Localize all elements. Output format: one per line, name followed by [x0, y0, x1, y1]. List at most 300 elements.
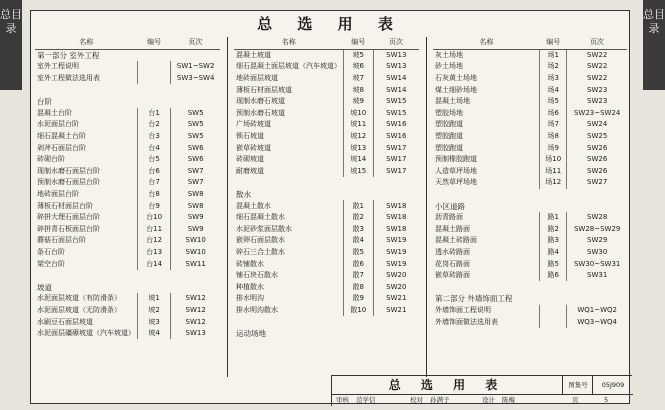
item-name: 地砖面层台阶: [37, 190, 79, 199]
item-name: 耐磨坡道: [236, 166, 264, 175]
table-row: [234, 108, 419, 120]
item-name: 沥青路面: [435, 213, 463, 222]
table-row: [234, 84, 419, 96]
item-name: 人造草坪场地: [435, 166, 477, 175]
header-page: 页次: [171, 37, 220, 49]
header-page: 页次: [567, 37, 627, 49]
item-code: 场9: [540, 142, 567, 154]
item-name: 嵌草砖坡道: [236, 143, 271, 152]
table-row: [35, 235, 220, 247]
header-name: 名称: [35, 37, 138, 49]
table-row: [35, 177, 220, 189]
table-row: [433, 316, 627, 328]
item-code: 散2: [344, 212, 374, 224]
item-name: 外墙饰面工程说明: [435, 305, 491, 314]
item-code: 坡11: [344, 119, 374, 131]
item-page: SW6: [171, 142, 220, 154]
item-page: SW17: [373, 166, 419, 178]
check-label: 校对: [410, 396, 423, 404]
item-code: 散7: [344, 270, 374, 282]
section-heading-row: [35, 49, 220, 61]
table-row: [234, 281, 419, 293]
item-name: 混凝土坡道: [236, 50, 271, 59]
item-name: 水泥面层礓礤坡道（汽车坡道）: [37, 329, 135, 338]
item-code: 台8: [138, 189, 171, 201]
table-row: [433, 142, 627, 154]
item-page: SW21: [373, 293, 419, 305]
section-heading: 坡道: [37, 282, 52, 292]
item-name: 种植散水: [236, 282, 264, 291]
table-row: [35, 61, 220, 73]
table-row: [35, 189, 220, 201]
item-page: SW8: [171, 200, 220, 212]
blank-row: [433, 281, 627, 293]
side-tab-left: [0, 0, 22, 90]
item-name: 条石台阶: [37, 247, 65, 256]
item-page: SW31: [567, 270, 627, 282]
item-code: 场2: [540, 61, 567, 73]
item-code: 路3: [540, 235, 567, 247]
item-code: 场8: [540, 131, 567, 143]
item-code: 坡2: [138, 305, 171, 317]
table-row: [234, 61, 419, 73]
item-code: 台14: [138, 258, 171, 270]
item-name: 室外工程说明: [37, 62, 79, 71]
item-code: 坡12: [344, 131, 374, 143]
item-page: SW13: [373, 61, 419, 73]
item-name: 砂土场地: [435, 62, 463, 71]
item-page: SW23: [567, 96, 627, 108]
table-row: [35, 258, 220, 270]
header-code: 编号: [138, 37, 171, 49]
item-page: SW22: [567, 49, 627, 61]
item-page: SW5: [171, 119, 220, 131]
item-name: 排水明沟散水: [236, 305, 278, 314]
table-row: [35, 154, 220, 166]
table-row: [433, 177, 627, 189]
table-row: [35, 142, 220, 154]
section-heading: 小区道路: [435, 201, 465, 211]
table-row: [234, 305, 419, 317]
table-row: [433, 247, 627, 259]
item-name: 室外工程做法选用表: [37, 74, 100, 83]
item-code: 路1: [540, 212, 567, 224]
table-row: [433, 84, 627, 96]
table-row: [234, 119, 419, 131]
blank-cell: [433, 189, 627, 201]
item-page: SW21: [373, 305, 419, 317]
item-code: 台1: [138, 108, 171, 120]
column-3: [433, 37, 627, 328]
section-heading: 散水: [236, 190, 251, 200]
table-row: [234, 166, 419, 178]
item-code: 坡13: [344, 142, 374, 154]
check-name: 孙满子: [430, 396, 450, 404]
item-code: 场12: [540, 177, 567, 189]
item-name: 混凝土台阶: [37, 108, 72, 117]
item-name: 嵌卵石面层散水: [236, 236, 285, 245]
table-row: [234, 73, 419, 85]
item-name: 架空台阶: [37, 259, 65, 268]
item-page: SW13: [171, 328, 220, 340]
item-name: 地砖面层坡道: [236, 74, 278, 83]
item-name: 水刷豆石面层坡道: [37, 317, 93, 326]
item-page: SW9: [171, 212, 220, 224]
item-code: 场3: [540, 73, 567, 85]
table-row: [234, 293, 419, 305]
item-page: SW28~SW29: [567, 224, 627, 236]
item-code: 坡10: [344, 108, 374, 120]
item-page: SW20: [373, 270, 419, 282]
item-name: 花岗石路面: [435, 259, 470, 268]
item-page: SW19: [373, 235, 419, 247]
item-page: SW1~SW2: [171, 61, 220, 73]
item-code: [138, 61, 171, 73]
table-row: [234, 224, 419, 236]
item-code: 台7: [138, 177, 171, 189]
table-row: [234, 235, 419, 247]
item-name: 砖砌台阶: [37, 155, 65, 164]
item-code: 散1: [344, 200, 374, 212]
atlas-number: 05J909: [592, 376, 633, 395]
item-page: SW23: [567, 84, 627, 96]
item-name: 混凝土散水: [236, 201, 271, 210]
item-name: 水泥面层台阶: [37, 120, 79, 129]
item-name: 预制橡胶跑道: [435, 155, 477, 164]
table-row: [433, 270, 627, 282]
section-heading-row: [433, 200, 627, 212]
table-row: [433, 131, 627, 143]
column-1: [35, 37, 220, 339]
item-name: 塑胶场地: [435, 108, 463, 117]
item-code: 场1: [540, 49, 567, 61]
item-code: 台6: [138, 166, 171, 178]
table-row: [234, 49, 419, 61]
item-page: SW25: [567, 131, 627, 143]
table-row: [433, 119, 627, 131]
section-heading: 第二部分 外墙饰面工程: [435, 294, 513, 304]
item-code: 台4: [138, 142, 171, 154]
table-row: [35, 316, 220, 328]
item-code: 台12: [138, 235, 171, 247]
column-divider: [227, 37, 228, 377]
item-name: 细石混凝土台阶: [37, 132, 86, 141]
item-page: SW16: [373, 131, 419, 143]
item-name: 塑胶跑道: [435, 120, 463, 129]
item-code: 坡15: [344, 166, 374, 178]
item-page: SW14: [373, 73, 419, 85]
item-name: 嵌草砖路面: [435, 271, 470, 280]
item-code: 散9: [344, 293, 374, 305]
item-page: SW15: [373, 96, 419, 108]
item-code: 路5: [540, 258, 567, 270]
item-code: 坡3: [138, 316, 171, 328]
table-row: [433, 212, 627, 224]
table-row: [234, 200, 419, 212]
table-row: [234, 154, 419, 166]
item-name: 混凝土砖路面: [435, 236, 477, 245]
atlas-number-label: 图集号: [562, 376, 593, 395]
review-name: 范学信: [356, 396, 376, 404]
design-label: 设计: [482, 396, 495, 404]
item-page: WQ3~WQ4: [567, 316, 627, 328]
drawing-sheet: [30, 10, 630, 404]
item-page: SW10: [171, 247, 220, 259]
item-name: 广场砖坡道: [236, 120, 271, 129]
item-code: 散5: [344, 247, 374, 259]
table-row: [234, 96, 419, 108]
item-page: SW8: [171, 189, 220, 201]
item-page: SW30: [567, 247, 627, 259]
item-name: 排水明沟: [236, 294, 264, 303]
item-code: 散4: [344, 235, 374, 247]
item-code: 场6: [540, 108, 567, 120]
table-row: [35, 247, 220, 259]
item-name: 铺石块石散水: [236, 271, 278, 280]
item-page: SW16: [373, 119, 419, 131]
table-row: [35, 212, 220, 224]
item-name: 细石混凝土面层坡道（汽车坡道）: [236, 62, 341, 71]
header-name: 名称: [234, 37, 344, 49]
item-name: 剁斧石面层台阶: [37, 143, 86, 152]
table-row: [234, 258, 419, 270]
item-page: SW26: [567, 154, 627, 166]
item-code: 台3: [138, 131, 171, 143]
section-heading-row: [433, 293, 627, 305]
blank-row: [234, 316, 419, 328]
item-code: [540, 316, 567, 328]
item-code: 散8: [344, 281, 374, 293]
section-heading: 第一部分 室外工程: [37, 50, 100, 60]
table-row: [35, 224, 220, 236]
design-name: 陈梅: [502, 396, 515, 404]
item-name: 锁石坡道: [236, 132, 264, 141]
item-name: 煤土细砂场地: [435, 85, 477, 94]
item-name: 预制水磨石面层台阶: [37, 178, 100, 187]
section-heading-row: [234, 328, 419, 340]
table-row: [433, 73, 627, 85]
blank-cell: [35, 84, 220, 96]
table-row: [35, 131, 220, 143]
blank-row: [234, 177, 419, 189]
item-name: 现制水磨石坡道: [236, 97, 285, 106]
item-name: 石灰黄土场地: [435, 74, 477, 83]
item-code: 坡7: [344, 73, 374, 85]
table-row: [433, 224, 627, 236]
table-row: [234, 212, 419, 224]
table-row: [35, 293, 220, 305]
table-row: [35, 119, 220, 131]
item-page: SW28: [567, 212, 627, 224]
item-code: [138, 73, 171, 85]
item-page: SW18: [373, 200, 419, 212]
item-page: SW12: [171, 316, 220, 328]
item-code: 散3: [344, 224, 374, 236]
title-block: [331, 375, 632, 406]
table-row: [433, 235, 627, 247]
item-code: 台5: [138, 154, 171, 166]
header-page: 页次: [373, 37, 419, 49]
item-name: 预制水磨石坡道: [236, 108, 285, 117]
item-code: 台9: [138, 200, 171, 212]
side-tab-text: 总目录: [0, 8, 22, 35]
item-code: 坡14: [344, 154, 374, 166]
item-page: SW19: [373, 247, 419, 259]
item-page: SW3~SW4: [171, 73, 220, 85]
signature-row: [332, 394, 632, 406]
table-row: [35, 73, 220, 85]
item-page: WQ1~WQ2: [567, 305, 627, 317]
table-row: [234, 131, 419, 143]
title-block-title: 总 选 用 表: [332, 376, 562, 395]
table-row: [35, 328, 220, 340]
item-page: SW24: [567, 119, 627, 131]
item-code: 散6: [344, 258, 374, 270]
item-name: 塑胶跑道: [435, 143, 463, 152]
header-name: 名称: [433, 37, 540, 49]
item-page: SW26: [567, 166, 627, 178]
table-row: [35, 108, 220, 120]
item-code: 场4: [540, 84, 567, 96]
item-page: SW5: [171, 131, 220, 143]
table-row: [234, 142, 419, 154]
item-page: SW10: [171, 235, 220, 247]
item-code: [540, 305, 567, 317]
item-code: 坡4: [138, 328, 171, 340]
item-name: 混凝土路面: [435, 224, 470, 233]
item-code: 散10: [344, 305, 374, 317]
item-name: 天然草坪场地: [435, 178, 477, 187]
table-row: [35, 200, 220, 212]
item-code: 场11: [540, 166, 567, 178]
item-page: SW5: [171, 108, 220, 120]
item-name: 水泥面层坡道（无防滑条）: [37, 305, 121, 314]
item-page: SW15: [373, 108, 419, 120]
item-page: SW27: [567, 177, 627, 189]
item-code: 坡9: [344, 96, 374, 108]
item-page: SW23~SW24: [567, 108, 627, 120]
item-code: 坡1: [138, 293, 171, 305]
item-page: SW18: [373, 212, 419, 224]
item-name: 灰土场地: [435, 50, 463, 59]
item-code: 场5: [540, 96, 567, 108]
blank-cell: [35, 270, 220, 282]
table-row: [433, 166, 627, 178]
item-page: SW29: [567, 235, 627, 247]
table-row: [433, 108, 627, 120]
side-tab-text: 总目录: [643, 8, 665, 35]
item-page: SW7: [171, 166, 220, 178]
header-code: 编号: [344, 37, 374, 49]
table-row: [35, 166, 220, 178]
blank-row: [35, 270, 220, 282]
table-row: [433, 305, 627, 317]
item-page: SW26: [567, 142, 627, 154]
table-row: [234, 270, 419, 282]
blank-cell: [433, 281, 627, 293]
item-page: SW14: [373, 84, 419, 96]
item-page: SW17: [373, 154, 419, 166]
item-page: SW20: [373, 281, 419, 293]
page-title: 总 选 用 表: [257, 15, 403, 33]
item-page: SW11: [171, 258, 220, 270]
table-row: [433, 154, 627, 166]
blank-row: [35, 84, 220, 96]
item-name: 碎拼青石板面层台阶: [37, 224, 100, 233]
item-code: 路2: [540, 224, 567, 236]
page-number: 5: [604, 396, 609, 404]
item-page: SW19: [373, 258, 419, 270]
item-code: 路6: [540, 270, 567, 282]
item-page: SW13: [373, 49, 419, 61]
blank-cell: [234, 177, 419, 189]
page-label: 页: [572, 396, 579, 404]
blank-cell: [234, 316, 419, 328]
item-code: 路4: [540, 247, 567, 259]
item-name: 透水砖路面: [435, 247, 470, 256]
item-name: 细石混凝土散水: [236, 213, 285, 222]
section-heading: 运动场地: [236, 329, 266, 339]
table-row: [234, 247, 419, 259]
section-heading-row: [35, 281, 220, 293]
item-name: 外墙饰面做法选用表: [435, 317, 498, 326]
section-heading-row: [234, 189, 419, 201]
item-name: 砖铺散水: [236, 259, 264, 268]
item-name: 塑胶跑道: [435, 132, 463, 141]
item-name: 薄板石材面层台阶: [37, 201, 93, 210]
item-page: SW22: [567, 73, 627, 85]
table-row: [433, 49, 627, 61]
item-page: SW30~SW31: [567, 258, 627, 270]
item-name: 水泥砂浆面层散水: [236, 224, 292, 233]
item-code: 场10: [540, 154, 567, 166]
item-page: SW12: [171, 293, 220, 305]
blank-row: [433, 189, 627, 201]
item-page: SW17: [373, 142, 419, 154]
side-tab-right: [643, 0, 665, 90]
column-divider: [426, 37, 427, 377]
item-name: 碎拼大理石面层台阶: [37, 213, 100, 222]
item-name: 砖砌坡道: [236, 155, 264, 164]
item-code: 台2: [138, 119, 171, 131]
review-label: 审核: [336, 396, 349, 404]
column-2: [234, 37, 419, 339]
item-code: 坡6: [344, 61, 374, 73]
item-page: SW9: [171, 224, 220, 236]
item-code: 台10: [138, 212, 171, 224]
item-page: SW7: [171, 177, 220, 189]
item-name: 蘑菇石面层台阶: [37, 236, 86, 245]
table-row: [433, 96, 627, 108]
item-name: 现制水磨石面层台阶: [37, 166, 100, 175]
item-code: 场7: [540, 119, 567, 131]
item-code: 台11: [138, 224, 171, 236]
section-heading-row: [35, 96, 220, 108]
item-page: SW6: [171, 154, 220, 166]
item-name: 水泥面层坡道（有防滑条）: [37, 294, 121, 303]
table-row: [433, 258, 627, 270]
table-row: [35, 305, 220, 317]
item-page: SW12: [171, 305, 220, 317]
item-name: 碎石三合土散水: [236, 247, 285, 256]
item-code: 坡5: [344, 49, 374, 61]
table-row: [433, 61, 627, 73]
header-code: 编号: [540, 37, 567, 49]
item-code: 台13: [138, 247, 171, 259]
item-name: 薄板石材面层坡道: [236, 85, 292, 94]
item-code: 坡8: [344, 84, 374, 96]
item-page: SW18: [373, 224, 419, 236]
